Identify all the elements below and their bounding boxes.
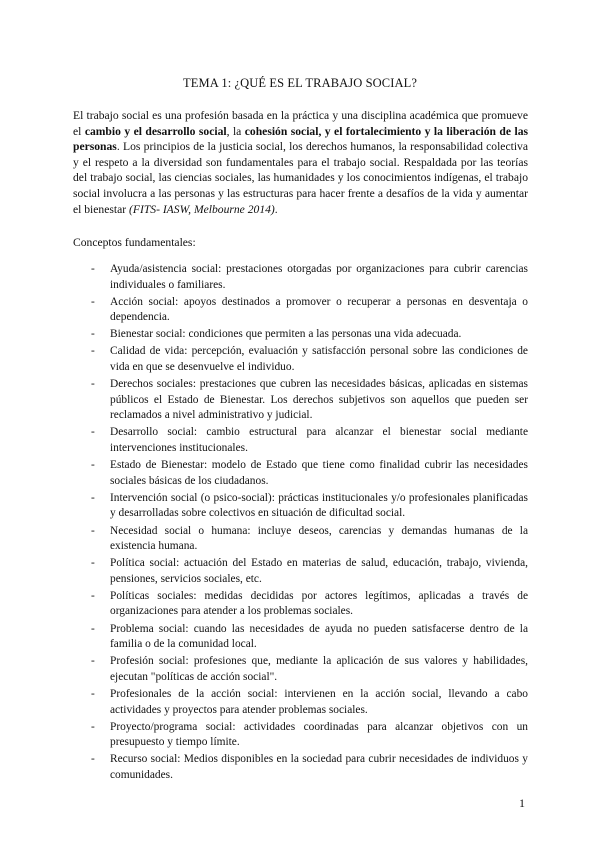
intro-text-3: . Los principios de la justicia social, los derechos humanos, la responsabilidad colectiva y el respeto a la diversidad son fundamentales para el trabajo social. Respaldada por las teorías del trabajo social, las ciencias sociales, las humanidades y los conocimientos indígenas, el trabajo social involucra a las personas y las estructuras para hacer frente a desafíos de la vida y aumentar el bienestar bbox=[73, 140, 528, 216]
list-item bbox=[91, 425, 528, 456]
bullet-dash: - bbox=[91, 345, 95, 358]
list-item-text: Estado de Bienestar: modelo de Estado que tiene como finalidad cubrir las necesidades sociales básicas de los ciudadanos. bbox=[110, 459, 528, 487]
list-item bbox=[91, 344, 528, 375]
list-item-text: Proyecto/programa social: actividades coordinadas para alcanzar objetivos con un presupuesto y tiempo límite. bbox=[110, 720, 528, 749]
list-item bbox=[91, 752, 528, 783]
list-item-text: Ayuda/asistencia social: prestaciones otorgadas por organizaciones para cubrir carencias individuales o familiares. bbox=[110, 263, 528, 291]
concept-list bbox=[91, 262, 528, 785]
list-item-text: Acción social: apoyos destinados a promover o recuperar a personas en desventaja o dependencia. bbox=[110, 295, 528, 324]
list-item bbox=[91, 654, 528, 685]
list-item bbox=[91, 556, 528, 587]
list-item-text: Problema social: cuando las necesidades de ayuda no pueden satisfacerse dentro de la familia o de la comunidad local. bbox=[110, 622, 528, 651]
bullet-dash: - bbox=[91, 491, 95, 504]
bullet-dash: - bbox=[91, 720, 95, 733]
list-item bbox=[91, 622, 528, 653]
bullet-dash: - bbox=[91, 753, 95, 766]
list-item bbox=[91, 687, 528, 718]
intro-text-1: El trabajo social es una profesión basada en la práctica y una disciplina académica que promueve el bbox=[73, 109, 528, 138]
list-item-text: Intervención social (o psico-social): prácticas institucionales y/o profesionales planificadas y desarrolladas sobre colectivos en situación de dificultad social. bbox=[110, 491, 528, 520]
bullet-dash: - bbox=[91, 263, 95, 275]
list-item bbox=[91, 327, 528, 343]
list-item bbox=[91, 491, 528, 522]
bullet-dash: - bbox=[91, 557, 95, 570]
list-item-text: Recurso social: Medios disponibles en la sociedad para cubrir necesidades de individuos y comunidades. bbox=[110, 753, 528, 781]
list-item bbox=[91, 262, 528, 293]
bullet-dash: - bbox=[91, 426, 95, 439]
intro-end: . bbox=[274, 202, 278, 216]
bullet-dash: - bbox=[91, 524, 95, 537]
bullet-dash: - bbox=[91, 459, 95, 472]
bullet-dash: - bbox=[91, 589, 95, 602]
page-title: TEMA 1: ¿QUÉ ES EL TRABAJO SOCIAL? bbox=[183, 76, 417, 90]
list-item bbox=[91, 458, 528, 489]
list-item bbox=[91, 295, 528, 326]
list-item-text: Calidad de vida: percepción, evaluación y satisfacción personal sobre las condiciones de vida en que se desenvuelve el individuo. bbox=[110, 345, 528, 374]
page-number: 1 bbox=[519, 796, 525, 810]
list-item-text: Bienestar social: condiciones que permiten a las personas una vida adecuada. bbox=[110, 328, 462, 341]
bullet-dash: - bbox=[91, 378, 95, 391]
list-item bbox=[91, 720, 528, 751]
intro-bold-1: cambio y el desarrollo social bbox=[84, 124, 227, 138]
list-item-text: Política social: actuación del Estado en materias de salud, educación, trabajo, vivienda, pensiones, servicios sociales, etc. bbox=[110, 557, 528, 585]
list-item-text: Políticas sociales: medidas decididas por actores legítimos, aplicadas a través de organizaciones para atender a los problemas sociales. bbox=[110, 589, 528, 618]
bullet-dash: - bbox=[91, 328, 95, 341]
concepts-heading: Conceptos fundamentales: bbox=[73, 236, 196, 249]
intro-paragraph bbox=[73, 108, 528, 217]
list-item-text: Profesionales de la acción social: intervienen en la acción social, llevando a cabo actividades y proyectos para atender problemas sociales. bbox=[110, 687, 528, 716]
intro-bold-2: cohesión social, y el fortalecimiento y la liberación de las personas bbox=[73, 124, 529, 154]
bullet-dash: - bbox=[91, 687, 95, 700]
list-item bbox=[91, 524, 528, 555]
list-item-text: Desarrollo social: cambio estructural para alcanzar el bienestar social mediante intervenciones institucionales. bbox=[110, 426, 528, 455]
list-item-text: Profesión social: profesiones que, mediante la aplicación de sus valores y habilidades, ejecutan "políticas de acción social". bbox=[110, 655, 528, 683]
intro-text-2: , la bbox=[226, 124, 245, 138]
bullet-dash: - bbox=[91, 655, 95, 668]
bullet-dash: - bbox=[91, 295, 95, 308]
list-item bbox=[91, 589, 528, 620]
bullet-dash: - bbox=[91, 622, 95, 635]
list-item-text: Necesidad social o humana: incluye deseos, carencias y demandas humanas de la existencia humana. bbox=[110, 524, 528, 553]
list-item-text: Derechos sociales: prestaciones que cubren las necesidades básicas, aplicadas en sistemas públicos el Estado de Bienestar. Los derechos subjetivos son aquellos que pueden ser reclamados a nivel administrativo y judicial. bbox=[110, 378, 528, 422]
intro-citation: (FITS- IASW, Melbourne 2014) bbox=[129, 202, 275, 216]
list-item bbox=[91, 377, 528, 424]
